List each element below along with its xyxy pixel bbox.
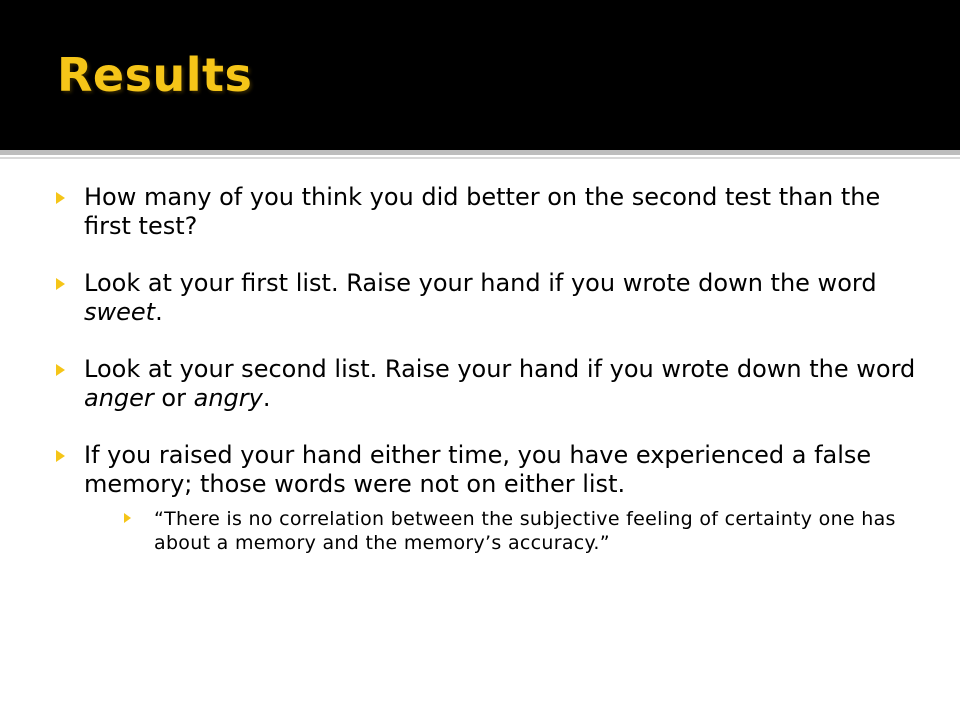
title-divider-thin [0,157,960,159]
emphasis-word: sweet [84,298,156,326]
bullet-text: Look at your first list. Raise your hand if you wrote down the word [84,269,877,297]
bullet-item [50,355,918,413]
bullet-text-end: . [155,298,163,326]
bullet-text-mid: or [153,384,194,412]
triangle-bullet-icon [56,364,65,376]
bullet-item [50,183,918,241]
bullet-text: How many of you think you did better on the second test than the first test? [84,183,881,240]
bullet-text: Look at your second list. Raise your hand if you wrote down the word [84,355,916,383]
triangle-bullet-icon [56,450,65,462]
bullet-text-end: . [262,384,271,412]
emphasis-word: anger [84,384,154,412]
bullet-item [50,269,918,327]
slide-title: Results [57,48,253,102]
sub-bullet-item [121,507,918,555]
bullet-text: If you raised your hand either time, you have experienced a false memory; those words were not on either list. [84,441,872,498]
title-band [0,0,960,150]
triangle-bullet-icon [56,192,65,204]
emphasis-word: angry [193,384,263,412]
triangle-bullet-icon [56,278,65,290]
slide-body [50,183,918,583]
triangle-bullet-icon [124,513,131,523]
bullet-item [50,441,918,555]
title-divider [0,150,960,155]
quote-text: “There is no correlation between the subjective feeling of certainty one has about a memory and the memory’s accuracy.” [154,508,896,554]
